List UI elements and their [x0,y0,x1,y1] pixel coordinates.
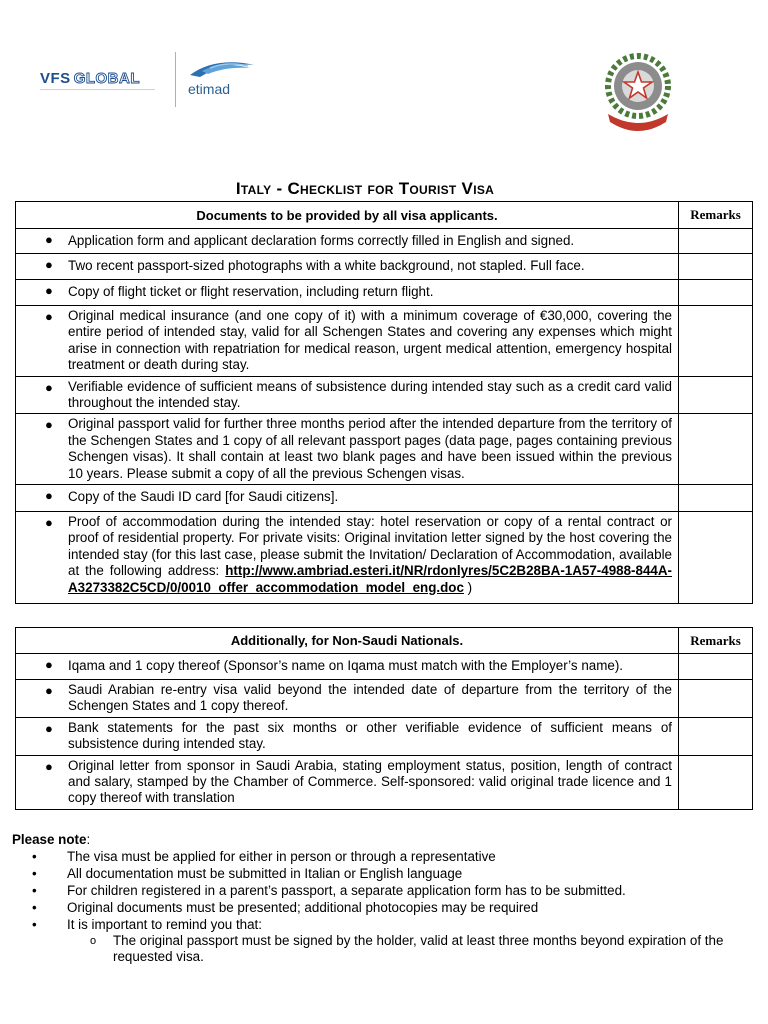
row-text: Copy of flight ticket or flight reservation, including return flight. [68,284,434,299]
note-text: The visa must be applied for either in person or through a representative [67,849,496,864]
logo-divider [175,52,176,107]
table-row [16,229,753,254]
list-item [12,848,752,865]
remarks-cell [679,680,753,718]
remarks-cell [679,485,753,512]
table-header: Additionally, for Non-Saudi Nationals. [16,628,679,654]
bullet-icon: • [32,866,37,881]
table-row [16,485,753,512]
table-header-row [16,202,753,229]
vfs-logo-text: VFS [40,70,71,87]
table-row [16,512,753,604]
sub-note-text: The original passport must be signed by the holder, valid at least three months beyond expiration of the requested visa. [113,933,724,964]
sub-list-item [12,933,752,965]
vfs-global-logo [40,70,140,87]
page-title: Italy - Checklist for Tourist Visa [235,179,495,198]
row-text: Copy of the Saudi ID card [for Saudi citizens]. [68,489,339,505]
bullet-icon: ● [45,683,53,698]
bullet-icon: ● [45,309,53,324]
table-row [16,376,753,414]
vfs-logo-underline [40,89,155,90]
row-text: Bank statements for the past six months or other verifiable evidence of sufficient means of subsistence during intended stay. [68,719,672,752]
note-text: All documentation must be submitted in Italian or English language [67,866,463,881]
remarks-cell [679,654,753,680]
circle-bullet-icon: o [90,935,97,947]
bullet-icon: ● [45,720,53,736]
notes-colon: : [86,832,91,847]
remarks-cell [679,755,753,809]
please-note-section [12,831,752,965]
remarks-cell [679,254,753,280]
row-text: Saudi Arabian re-entry visa valid beyond the intended date of departure from the territory of the Schengen States and 1 copy thereof. [68,682,672,714]
list-item [12,916,752,933]
remarks-cell [679,414,753,485]
bullet-icon: • [32,883,37,898]
row-text: Original passport valid for further three months period after the intended departure from the territory of the Schengen States and 1 copy of all relevant passport pages (data page, pages containing previous Schengen visas). It shall contain at least two blank pages and have been issued within the previous 10 years. Please submit a copy of all the previous Schengen visas. [68,416,672,481]
row-text: Original letter from sponsor in Saudi Arabia, stating employment status, position, length of contract and salary, stamped by the Chamber of Commerce. Self-sponsored: valid original trade licence and 1 copy thereof with translation [68,757,672,806]
row-text: Verifiable evidence of sufficient means of subsistence during intended stay such as a credit card valid throughout the intended stay. [68,378,672,411]
remarks-header: Remarks [679,202,753,229]
bullet-icon: • [32,849,37,864]
bullet-icon: • [32,900,37,915]
table-row [16,306,753,377]
applicant-documents-table [15,201,753,604]
bullet-icon: ● [45,758,53,774]
bullet-icon: ● [45,232,53,247]
remarks-cell [679,376,753,414]
table-row [16,414,753,485]
etimad-logo-text: etimad [188,81,231,97]
notes-list [12,848,752,933]
remarks-cell [679,306,753,377]
row-text: Proof of accommodation during the intended stay: hotel reservation or copy of a rental contract or proof of residential property. For private visits: Original invitation letter signed by the host covering the intended stay (for this last case, please submit the Invitation/ Declaration of Accommodation, available at the following address: [68,514,672,579]
note-text: For children registered in a parent’s passport, a separate application form has to be submitted. [67,883,626,898]
notes-title: Please note [12,832,87,847]
list-item [12,865,752,882]
table-row [16,717,753,755]
bullet-icon: ● [45,283,53,298]
remarks-cell [679,229,753,254]
note-text: Original documents must be presented; additional photocopies may be required [67,900,539,915]
bullet-icon: ● [45,257,53,272]
bullet-icon: ● [45,379,53,395]
remarks-cell [679,717,753,755]
table-row [16,654,753,680]
table-row [16,280,753,306]
row-text: Iqama and 1 copy thereof (Sponsor’s name on Iqama must match with the Employer’s name). [68,658,623,673]
bullet-icon: ● [45,417,53,433]
table-row [16,680,753,718]
table-header: Documents to be provided by all visa applicants. [16,202,679,229]
italian-republic-emblem-icon [602,48,674,136]
table-row [16,254,753,280]
remarks-header: Remarks [679,628,753,654]
remarks-cell [679,280,753,306]
bullet-icon: ● [45,657,53,672]
table-row [16,755,753,809]
table-header-row [16,628,753,654]
accommodation-form-link[interactable]: http://www.ambriad.esteri.it/NR/rdonlyres/5C2B28BA-1A57-4988-844A-A3273382C5CD/0/0010_offer_accommodation_model_eng.doc [68,563,672,595]
bullet-icon: ● [45,515,53,531]
bullet-icon: • [32,917,37,932]
bullet-icon: ● [45,488,53,504]
global-logo-text: GLOBAL [73,70,141,87]
etimad-wave-icon [188,55,256,79]
note-text: It is important to remind you that: [67,917,262,932]
non-saudi-documents-table [15,627,753,810]
row-text-suffix: ) [463,579,473,595]
list-item [12,899,752,916]
row-text: Two recent passport-sized photographs with a white background, not stapled. Full face. [68,258,585,273]
list-item [12,882,752,899]
page-header [0,0,768,160]
etimad-logo [188,55,256,97]
row-text: Original medical insurance (and one copy of it) with a minimum coverage of €30,000, covering the entire period of intended stay, valid for all Schengen States and covering any expenses which might arise in connection with repatriation for medical reason, urgent medical attention, emergency hospital treatment or death during stay. [68,308,672,373]
row-text: Application form and applicant declaration forms correctly filled in English and signed. [68,233,575,248]
remarks-cell [679,512,753,604]
